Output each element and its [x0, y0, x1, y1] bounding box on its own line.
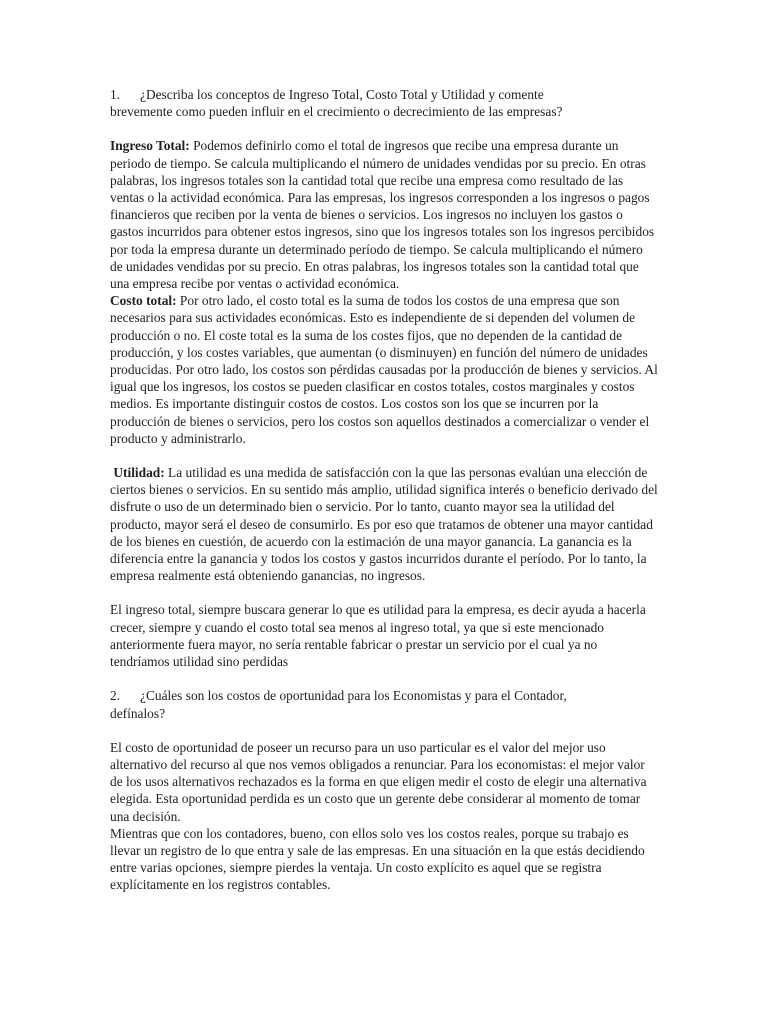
utilidad-label: Utilidad: [113, 465, 165, 481]
ingreso-total-paragraph [110, 137, 658, 292]
contadores-paragraph: Mientras que con los contadores, bueno, con ellos solo ves los costos reales, porque su trabajo es llevar un registro de lo que entra y sale de las empresas. En una situación en la que estás decidiendo entre varias opciones, siempre pierdes la ventaja. Un costo explícito es aquel que se registra explícitamente en los registros contables. [110, 825, 645, 893]
conclusion-paragraph: El ingreso total, siempre buscara generar lo que es utilidad para la empresa, es decir ayuda a hacerla crecer, siempre y cuando el costo total sea menos al ingreso total, ya que si este mencionado anteriormente fuera mayor, no sería rentable fabricar o prestar un servicio por el cual ya no tendríamos utilidad sino perdidas [110, 602, 646, 670]
question-2-text: ¿Cuáles son los costos de oportunidad para los Economistas y para el Contador, [140, 688, 567, 704]
question-1-text: ¿Describa los conceptos de Ingreso Total, Costo Total y Utilidad y comente [140, 87, 544, 102]
question-2-number: 2. [110, 688, 121, 704]
costo-total-paragraph [110, 292, 658, 447]
question-1 [110, 86, 658, 103]
costo-total-label: Costo total: [110, 293, 177, 309]
ingreso-total-text: Podemos definirlo como el total de ingresos que recibe una empresa durante un periodo de tiempo. Se calcula multiplicando el número de unidades vendidas por su precio. En otras palabras, los ingresos totales son la cantidad total que recibe una empresa como resultado de las ventas o la actividad económica. Para las empresas, los ingresos corresponden a los ingresos o pagos financieros que reciben por la venta de bienes o servicios. Los ingresos no incluyen los gastos o gastos incurridos para obtener estos ingresos, sino que los ingresos totales son los ingresos percibidos por toda la empresa durante un determinado período de tiempo. Se calcula multiplicando el número de unidades vendidas por su precio. En otras palabras, los ingresos totales son la cantidad total que una empresa recibe por ventas o actividad económica. [110, 138, 655, 292]
utilidad-paragraph [110, 464, 658, 584]
oportunidad-paragraph: El costo de oportunidad de poseer un recurso para un uso particular es el valor del mejor uso alternativo del recurso al que nos vemos obligados a renunciar. Para los economistas: el mejor valor de los usos alternativos rechazados es la forma en que eligen medir el costo de elegir una alternativa elegida. Esta oportunidad perdida es un costo que un gerente debe considerar al momento de tomar una decisión. [110, 739, 647, 824]
question-1-text-continued: brevemente como pueden influir en el crecimiento o decrecimiento de las empresas? [110, 104, 563, 120]
ingreso-total-label: Ingreso Total: [110, 138, 190, 154]
question-2-text-continued: defínalos? [110, 705, 166, 721]
utilidad-text: La utilidad es una medida de satisfacción con la que las personas evalúan una elección de ciertos bienes o servicios. En su sentido más amplio, utilidad significa interés o beneficio derivado del disfrute o uso de un determinado bien o servicio. Por lo tanto, cuanto mayor sea la utilidad del producto, mayor será el deseo de consumirlo. Es por eso que tratamos de obtener una mayor cantidad de los bienes en cuestión, de acuerdo con la estimación de una mayor ganancia. La ganancia es la diferencia entre la ganancia y todos los costos y gastos incurridos durante el período. Por lo tanto, la empresa realmente está obteniendo ganancias, no ingresos. [110, 465, 658, 584]
costo-total-text: Por otro lado, el costo total es la suma de todos los costos de una empresa que son necesarios para sus actividades económicas. Esto es independiente de si dependen del volumen de producción o no. El coste total es la suma de los costes fijos, que no dependen de la cantidad de producción, y los costes variables, que aumentan (o disminuyen) en función del número de unidades producidas. Por otro lado, los costos son pérdidas causadas por la producción de bienes y servicios. Al igual que los ingresos, los costos se pueden clasificar en costos totales, costos marginales y costos medios. Es importante distinguir costos de costos. Los costos son los que se incurren por la producción de bienes o servicios, pero los costos son aquellos destinados a comercializar o vender el producto y administrarlo. [110, 293, 658, 446]
question-2 [110, 687, 658, 704]
question-1-number: 1. [110, 87, 121, 102]
